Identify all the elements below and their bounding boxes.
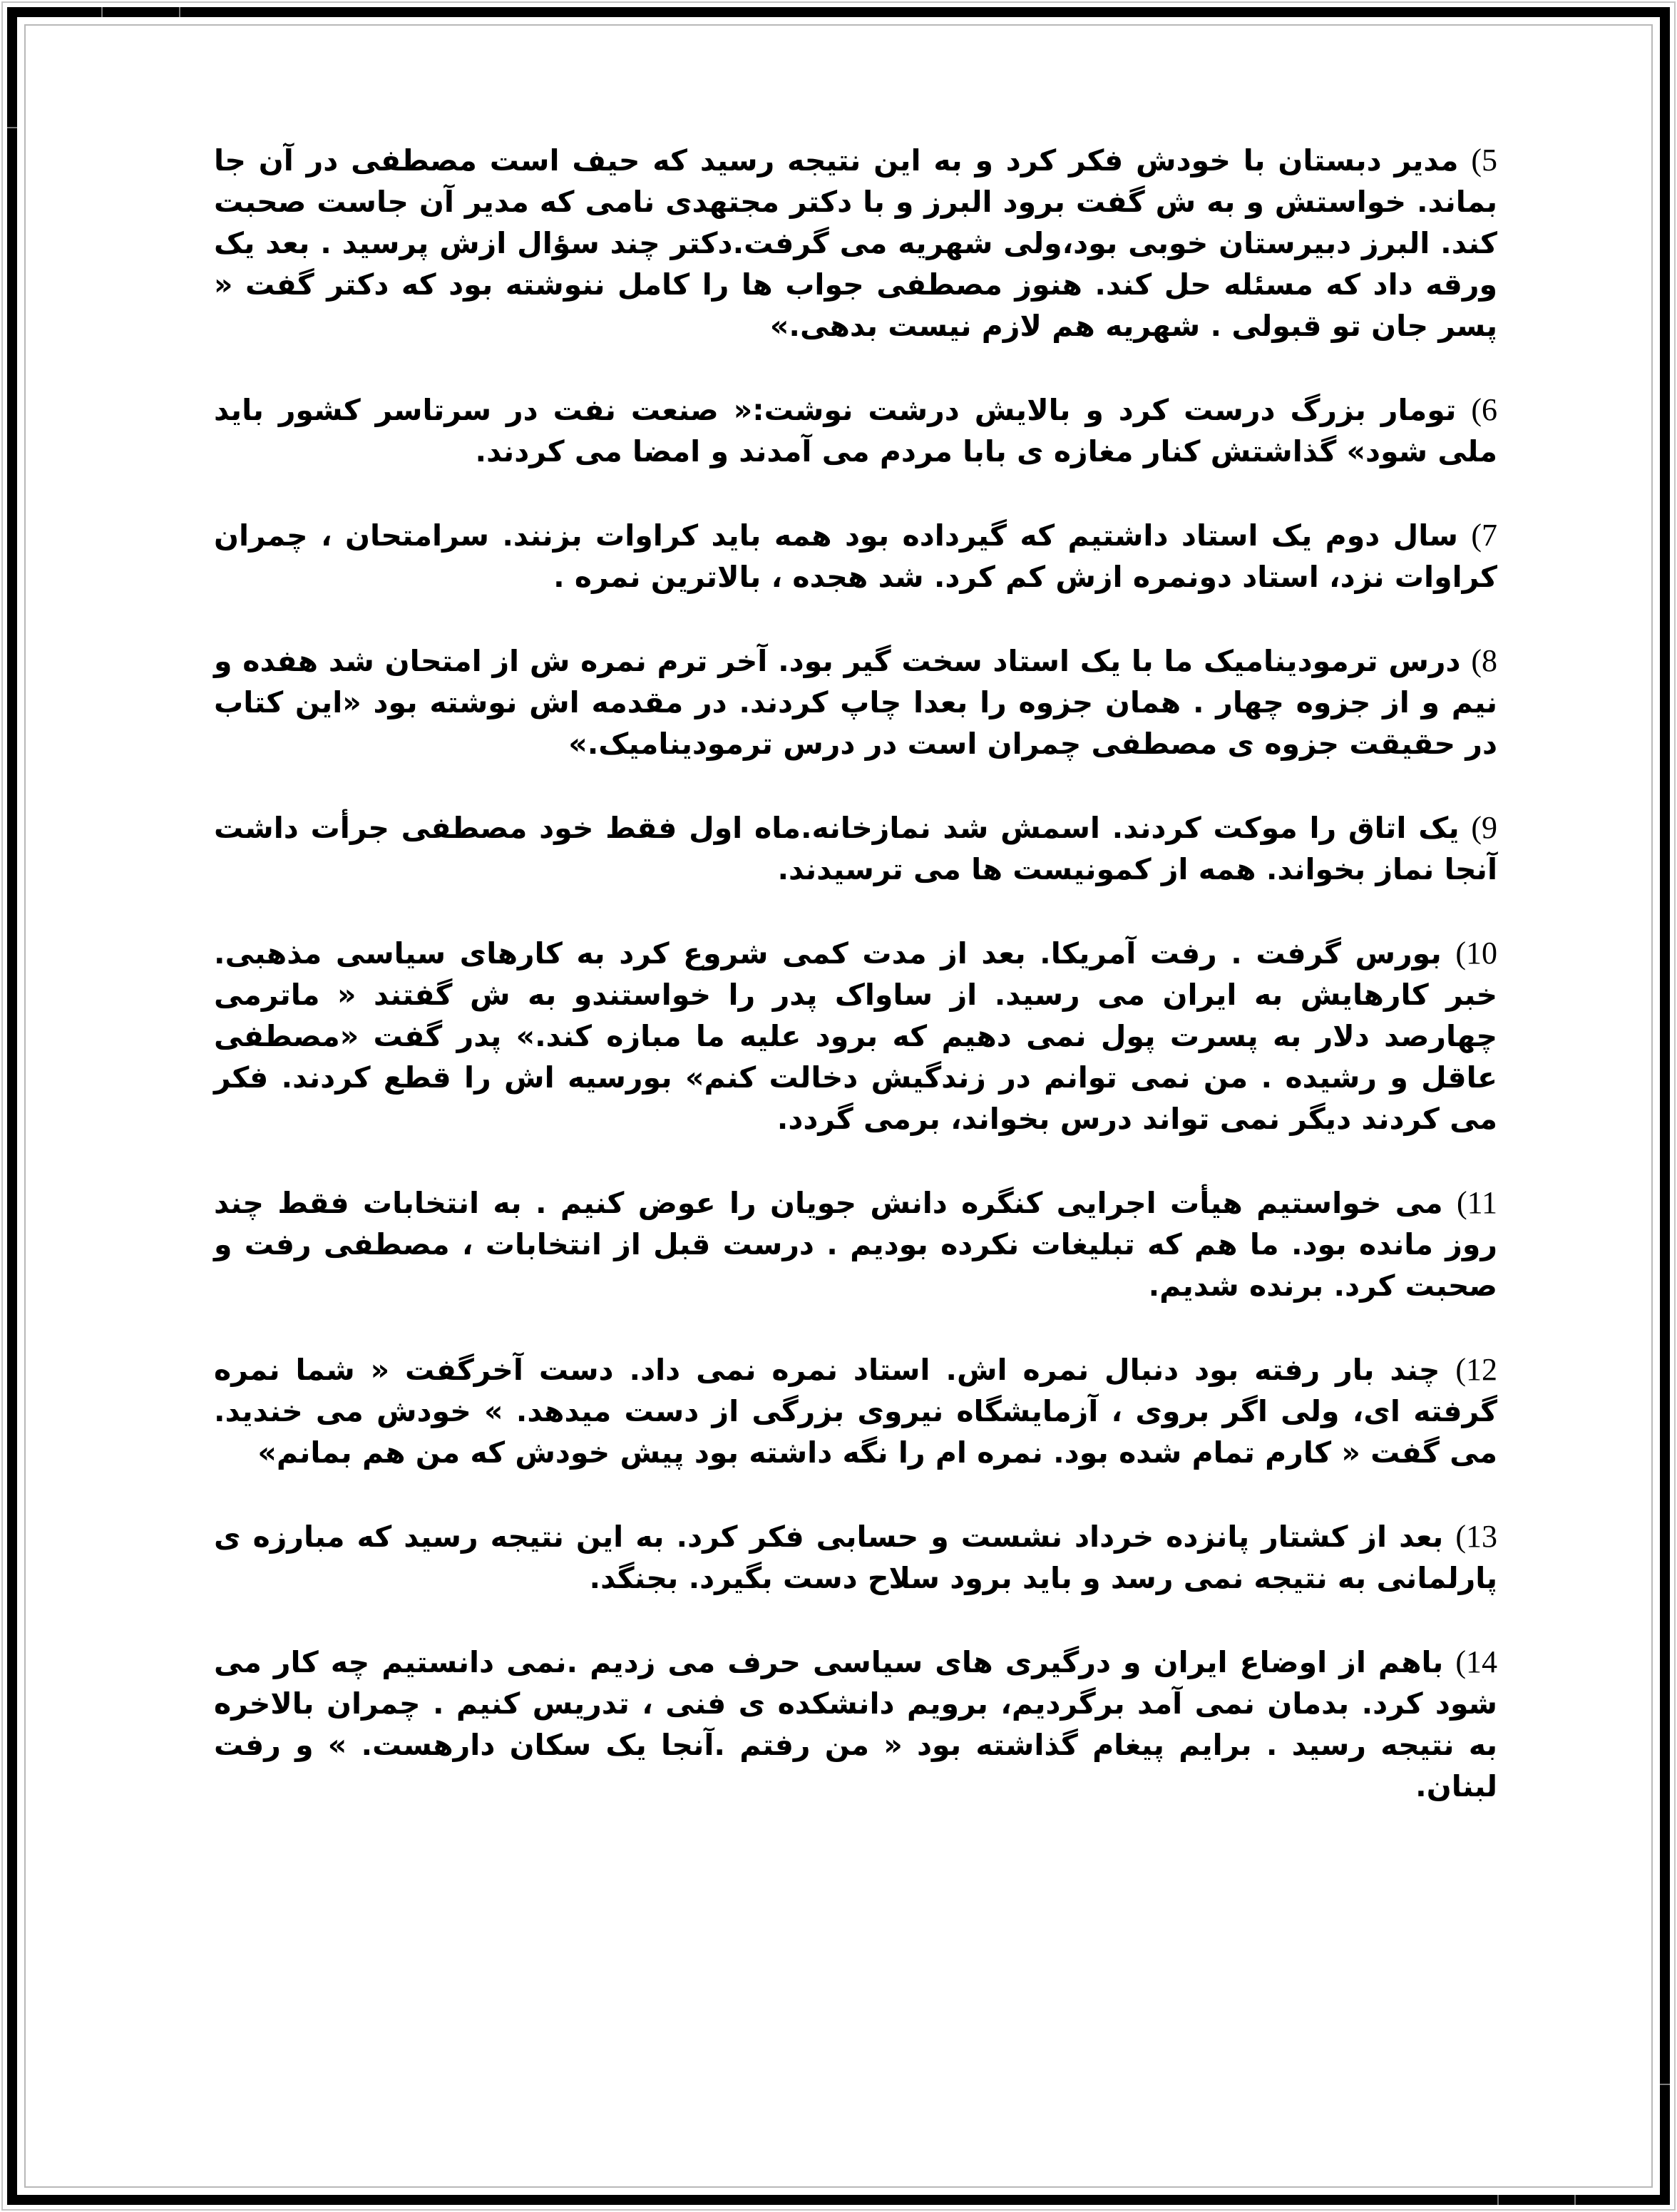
paragraph-number: 5) [1471,143,1497,178]
paragraph-12 [214,1349,1497,1473]
paragraph-text: باهم از اوضاع ایران و درگیری های سیاسی حرف می زدیم .نمی دانستیم چه کار می شود کرد. بدمان نمی آمد برگردیم، برویم دانشکده ی فنی ، تدریس کنیم . چمران بالاخره به نتیجه رسید . برایم پیغام گذاشته بود « من رفتم .آنجا یک سکان دارهست. » و رفت لبنان. [214,1645,1497,1803]
border-seam [1660,2084,1670,2085]
paragraph-number: 12) [1455,1352,1497,1387]
border-seam [179,7,180,17]
paragraph-13 [214,1516,1497,1599]
paragraph-11 [214,1182,1497,1306]
paragraph-text: مدیر دبستان با خودش فکر کرد و به این نتیجه رسید که حیف است مصطفی در آن جا بماند. خواستش و به ش گفت برود البرز و با دکتر مجتهدی نامی که مدیر آن جاست صحبت کند. البرز دبیرستان خوبی بود،ولی شهریه می گرفت.دکتر چند سؤال ازش پرسید . بعد یک ورقه داد که مسئله حل کند. هنوز مصطفی جواب ها را کامل ننوشته بود که دکتر گفت « پسر جان تو قبولی . شهریه هم لازم نیست بدهی.» [214,143,1497,343]
border-seam [1497,2195,1499,2205]
paragraph-text: بعد از کشتار پانزده خرداد نشست و حسابی فکر کرد. به این نتیجه رسید که مبارزه ی پارلمانی به نتیجه نمی رسد و باید برود سلاح دست بگیرد. بجنگد. [214,1520,1497,1595]
paragraph-text: سال دوم یک استاد داشتیم که گیرداده بود همه باید کراوات بزنند. سرامتحان ، چمران کراوات نزد، استاد دونمره ازش کم کرد. شد هجده ، بالاترین نمره . [214,518,1497,594]
paragraph-number: 9) [1471,810,1497,845]
paragraph-text: بورس گرفت . رفت آمریکا. بعد از مدت کمی شروع کرد به کارهای سیاسی مذهبی. خبر کارهایش به ایران می رسید. از ساواک پدر را خواستندو به ش گفتند « ماترمی چهارصد دلار به پسرت پول نمی دهیم که برود علیه ما مبازه کند.» پدر گفت «مصطفی عاقل و رشیده . من نمی توانم در زندگیش دخالت کنم» بورسیه اش را قطع کردند. فکر می کردند دیگر نمی تواند درس بخواند، برمی گردد. [214,936,1497,1136]
border-seam [101,7,103,17]
paragraph-number: 13) [1455,1519,1497,1554]
paragraph-7 [214,515,1497,598]
paragraph-6 [214,389,1497,472]
paragraph-number: 6) [1471,392,1497,427]
paragraph-10 [214,933,1497,1140]
paragraph-number: 11) [1456,1185,1497,1220]
paragraph-text: یک اتاق را موکت کردند. اسمش شد نمازخانه.ماه اول فقط خود مصطفی جرأت داشت آنجا نماز بخواند. همه از کمونیست ها می ترسیدند. [214,811,1497,886]
paragraph-5 [214,140,1497,347]
paragraph-number: 8) [1471,643,1497,678]
paragraph-text: تومار بزرگ درست کرد و بالایش درشت نوشت:« صنعت نفت در سرتاسر کشور باید ملی شود» گذاشتش کنار مغازه ی بابا مردم می آمدند و امضا می کردند. [214,393,1497,468]
border-seam [7,127,17,128]
paragraph-8 [214,640,1497,764]
paragraph-9 [214,807,1497,890]
paragraph-14 [214,1642,1497,1807]
paragraph-number: 10) [1455,936,1497,971]
paragraph-number: 14) [1455,1644,1497,1679]
paragraph-text: چند بار رفته بود دنبال نمره اش. استاد نمره نمی داد. دست آخرگفت « شما نمره گرفته ای، ولی اگر بروی ، آزمایشگاه نیروی بزرگی از دست میدهد. » خودش می خندید. می گفت « کارم تمام شده بود. نمره ام را نگه داشته بود پیش خودش که من هم بمانم» [214,1353,1497,1470]
paragraph-number: 7) [1471,518,1497,553]
paragraph-text: می خواستیم هیأت اجرایی کنگره دانش جویان را عوض کنیم . به انتخابات فقط چند روز مانده بود. ما هم که تبلیغات نکرده بودیم . درست قبل از انتخابات ، مصطفی رفت و صحبت کرد. برنده شدیم. [214,1186,1497,1303]
border-seam [1574,2195,1576,2205]
document-body [214,140,1497,1850]
paragraph-text: درس ترمودینامیک ما با یک استاد سخت گیر بود. آخر ترم نمره ش از امتحان شد هفده و نیم و از جزوه چهار . همان جزوه را بعدا چاپ کردند. در مقدمه اش نوشته بود «این کتاب در حقیقت جزوه ی مصطفی چمران است در درس ترمودینامیک.» [214,644,1497,761]
